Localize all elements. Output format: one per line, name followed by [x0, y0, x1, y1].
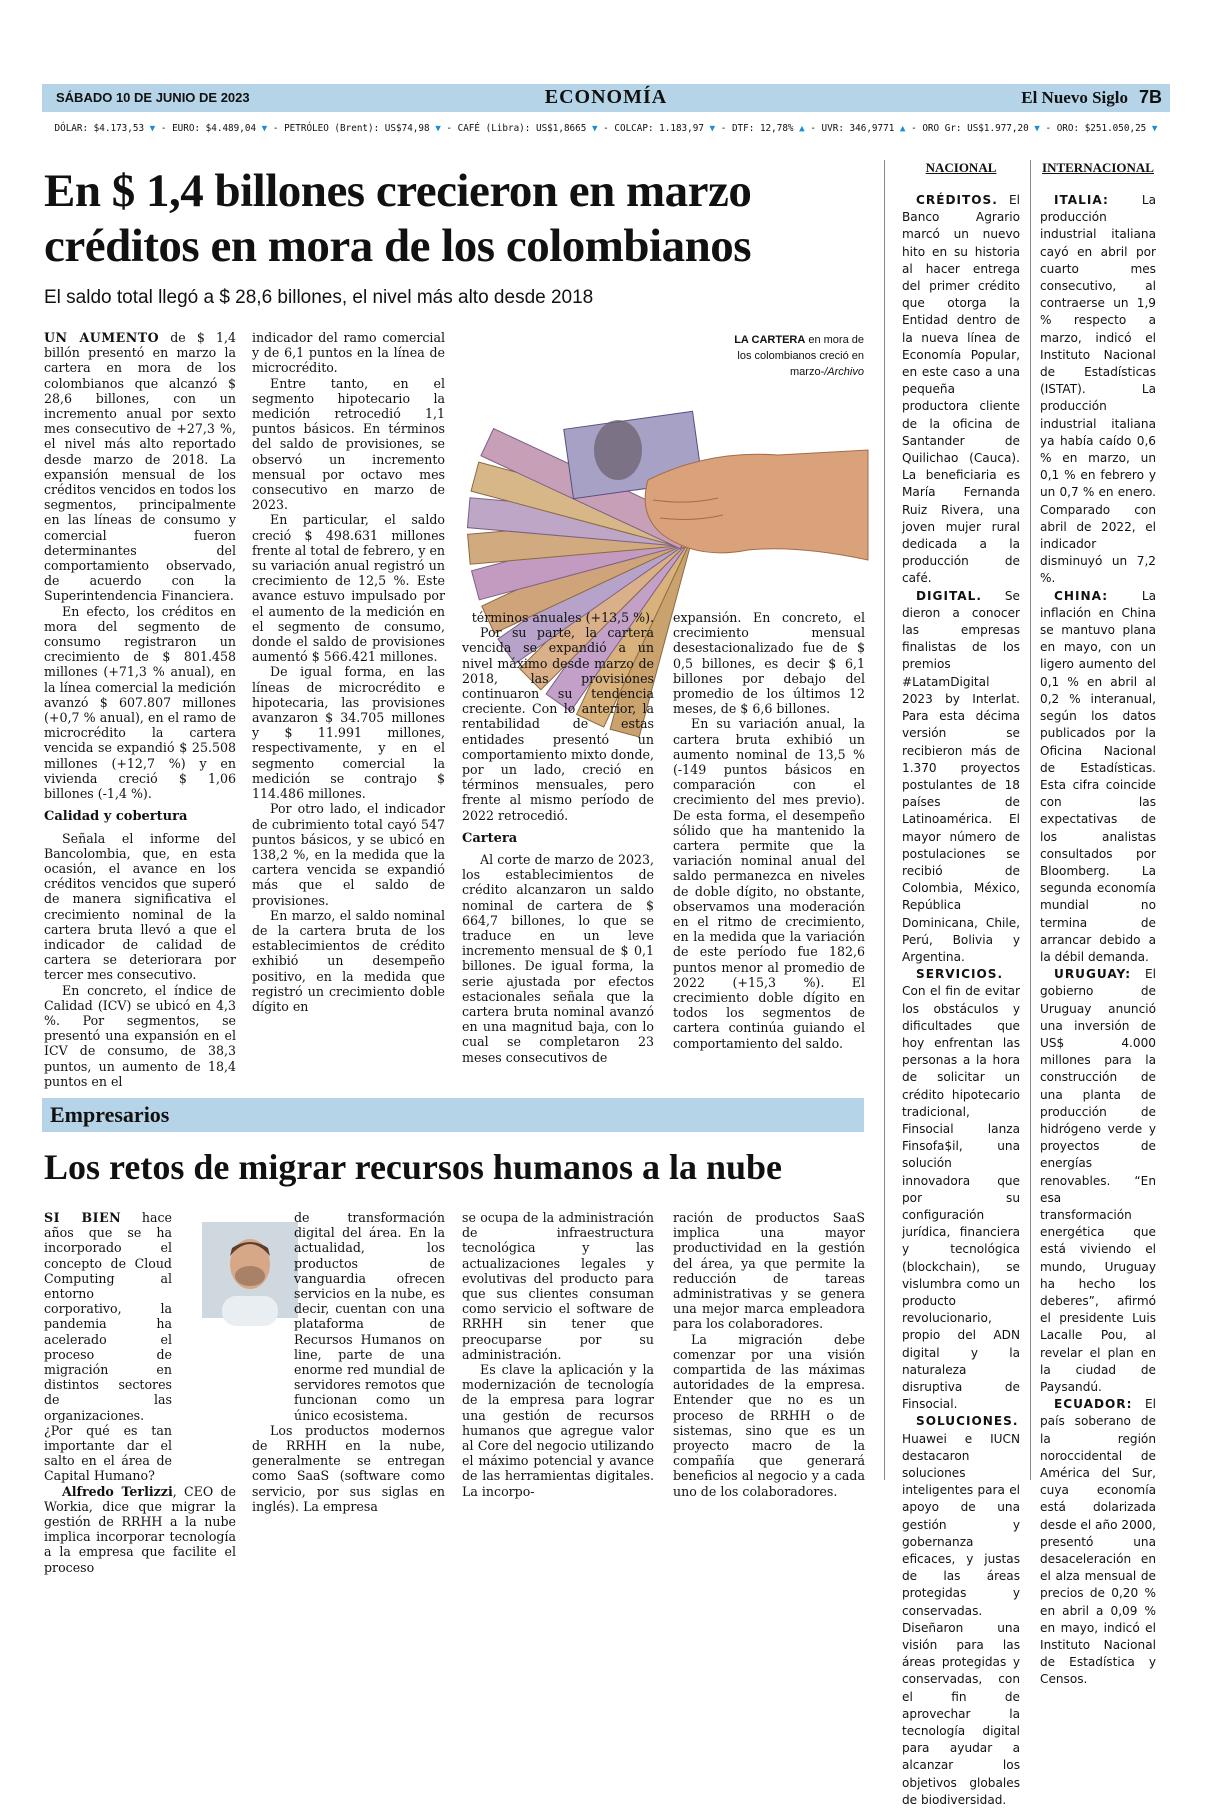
- arrow-up-icon: ▲: [799, 123, 805, 134]
- paragraph: Por su parte, la cartera vencida se expandió a un nivel máximo desde marzo de 2018, las provisiones continuaron su tendencia creciente. Con lo anterior, la rentabilidad de estas entidades presentó un comportamiento mixto donde, por un lado, creció en términos mensuales, pero frente al mismo período de 2022 retrocedió.: [462, 625, 654, 823]
- paragraph: de transformación digital del área. En la actualidad, los productos de vanguardia ofrecen servicios en la nube, es decir, cuentan con una plataforma de Recursos Humanos on line, parte de una enorme red mundial de servidores remotos que funcionan como un único ecosistema.: [294, 1210, 445, 1423]
- page-number: 7B: [1138, 87, 1162, 107]
- article-headline: En $ 1,4 billones crecieron en marzo créditos en mora de los colombianos: [44, 165, 752, 272]
- arrow-down-icon: ▼: [1034, 123, 1040, 134]
- arrow-down-icon: ▼: [709, 123, 716, 134]
- column-divider: [1030, 160, 1031, 1480]
- ticker-item: UVR: 346,9771 ▲ -: [821, 123, 923, 134]
- article-column-1: SI BIEN hace años que se ha incorporado el concepto de Cloud Computing al entorno corporativo, la pandemia ha acelerado el proceso de migración en distintos sectores de las organizaciones. ¿Por qué es tan importante dar el salto en el área de Capital Humano? Alfredo Terlizzi, CEO de Workia, dice que migrar la gestión de RRHH a la nube implica incorporar tecnología a la empresa que facilite el proceso: [44, 1210, 236, 1575]
- article-column-4: [673, 1210, 865, 1499]
- paragraph: De igual forma, en las líneas de microcrédito e hipotecaria, las provisiones avanzaron $ 34.705 millones y $ 11.991 millones, respectivamente, y en el segmento comercial la medición se contrajo $ 114.486 millones.: [252, 664, 445, 802]
- article-column-3: [462, 610, 654, 1065]
- ticker-item: COLCAP: 1.183,97 ▼ -: [614, 123, 732, 134]
- lead-in: SI BIEN: [44, 1210, 122, 1225]
- photo-caption: LA CARTERA en mora de los colombianos creció en marzo-/Archivo: [734, 334, 864, 378]
- paragraph: Al corte de marzo de 2023, los establecimientos de crédito alcanzaron un saldo nominal de cartera de $ 664,7 billones, lo que se traduce en un leve incremento mensual de $ 0,1 billones. De igual forma, la serie ajustada por efectos estacionales señala que la cartera bruta nominal avanzó en una magnitud baja, con lo cual se completaron 23 meses consecutivos de: [462, 852, 654, 1065]
- newspaper-logo: El Nuevo Siglo: [1021, 88, 1128, 107]
- paragraph: Por otro lado, el indicador de cubrimiento total cayó 547 puntos básicos, y se ubicó en 138,2 %, en la medida que la cartera vencida se expandió más que el saldo de provisiones.: [252, 801, 445, 908]
- paragraph: se ocupa de la administración de infraestructura tecnológica y las actualizaciones legales y evolutivas del producto para que sus clientes consuman como servicio el software de RRHH sin tener que preocuparse por su administración.: [462, 1210, 654, 1362]
- article-subheading: Calidad y cobertura: [44, 809, 188, 825]
- paragraph: expansión. En concreto, el crecimiento mensual desestacionalizado fue de $ 0,5 billones, es decir $ 6,1 billones por debajo del promedio de los últimos 12 meses, de $ 6,6 billones.: [673, 610, 865, 717]
- paragraph: indicador del ramo comercial y de 6,1 puntos en la línea de microcrédito.: [252, 330, 445, 376]
- column-divider: [884, 160, 885, 1480]
- paragraph: En efecto, los créditos en mora del segmento de consumo registraron un crecimiento de $ 801.458 millones (+71,3 % anual), en la línea comercial la medición avanzó $ 607.807 millones (+0,7 % anual), en el ramo de microcrédito la cartera vencida se expandió $ 25.508 millones (+12,7 %) y en vivienda creció $ 1,06 billones (-1,4 %).: [44, 603, 236, 802]
- section-banner: [42, 1098, 864, 1132]
- article-subhead: El saldo total llegó a $ 28,6 billones, el nivel más alto desde 2018: [44, 287, 594, 308]
- arrow-up-icon: ▲: [899, 123, 906, 134]
- paragraph: Entre tanto, en el segmento hipotecario la medición retrocedió 1,1 puntos básicos. En términos del saldo de provisiones, se observó un incremento mensual por octavo mes consecutivo en marzo de 2023.: [252, 375, 445, 513]
- lead-in: UN AUMENTO: [44, 330, 160, 345]
- paragraph: En su variación anual, la cartera bruta exhibió un aumento nominal de 13,5 % (-149 puntos básicos en comparación con el crecimiento del mes previo). De esta forma, el desempeño sólido que ha mantenido la cartera permite que la variación nominal anual del saldo permanezca en niveles de doble dígito, no obstante, observamos una moderación en el ritmo de crecimiento, en la medida que la variación de este período fue 182,6 puntos menor al promedio de 2022 (+15,3 %). El crecimiento doble dígito en todos los segmentos de cartera continúa guiando el comportamiento del saldo.: [673, 716, 865, 1051]
- sidebar-nacional: CRÉDITOS. El Banco Agrario marcó un nuevo hito en su historia al hacer entrega del primer crédito que otorga la Entidad dentro de la nueva línea de Economía Popular, en este caso a una pequeña productora cliente de la oficina de Santander de Quilichao (Cauca). La beneficiaria es María Fernanda Ruiz Rivera, una joven mujer rural dedicada a la producción de café. DIGITAL. Se dieron a conocer las empresas finalistas de los premios #LatamDigital 2023 by Interlat. Para esta décima versión se recibieron más de 1.370 proyectos postulantes de 18 países de Latinoamérica. El mayor número de postulaciones se recibió de Colombia, México, República Dominicana, Chile, Perú, Bolivia y Argentina. SERVICIOS. Con el fin de evitar los obstáculos y dificultades que hoy enfrentan las personas a la hora de solicitar un crédito hipotecario tradicional, Finsocial lanza Finsofa$il, una solución innovadora que por su configuración jurídica, financiera y tecnológica (blockchain), se vislumbra como un producto revolucionario, propio del ADN digital y la naturaleza disruptiva de Finsocial. SOLUCIONES. Huawei e IUCN destacaron soluciones inteligentes para el apoyo de una gestión y gobernanza eficaces, y justas de las áreas protegidas y conservadas. Diseñaron una visión para las áreas protegidas y conservadas, con el fin de aprovechar la tecnología digital para ayudar a alcanzar los objetivos globales de biodiversidad.: [902, 193, 1020, 1807]
- ticker-item: PETRÓLEO (Brent): US$74,98 ▼ -: [284, 123, 458, 134]
- paragraph: Es clave la aplicación y la modernización de tecnología de la empresa para lograr una gestión de recursos humanos que agregue valor al Core del negocio utilizando el máximo potencial y avance de las herramientas digitales. La incorpo-: [462, 1362, 654, 1499]
- sidebar-title-nacional: NACIONAL: [925, 160, 997, 175]
- arrow-down-icon: ▼: [435, 123, 441, 134]
- ticker-item: ORO: $251.050,25 ▼: [1056, 123, 1158, 134]
- ticker-item: DTF: 12,78% ▲ -: [731, 123, 822, 134]
- article-column-1: UN AUMENTO de $ 1,4 billón presentó en marzo la cartera en mora de los colombianos que alcanzó $ 28,6 billones, con un incremento anual por sexto mes consecutivo de +27,3 %, el nivel más alto reportado desde marzo de 2018. La expansión mensual de los créditos vencidos en todos los segmentos, principalmente en las líneas de consumo y comercial fueron determinantes del comportamiento observado, de acuerdo con la Superintendencia Financiera. En efecto, los créditos en mora del segmento de consumo registraron un crecimiento de $ 801.458 millones (+71,3 % anual), en la línea comercial la medición avanzó $ 607.807 millones (+0,7 % anual), en el ramo de microcrédito la cartera vencida se expandió $ 25.508 millones (+12,7 %) y en vivienda creció $ 1,06 billones (-1,4 %). Calidad y cobertura Señala el informe del Bancolombia, que, en esta ocasión, el avance en los créditos vencidos que superó de manera significativa el crecimiento nominal de la cartera bruta llevó a que el indicador de calidad de cartera se deteriorara por tercer mes consecutivo. En concreto, el índice de Calidad (ICV) se ubicó en 4,3 %. Por segmentos, se presentó una expansión en el ICV de consumo, de 38,3 puntos, un aumento de 18,4 puntos en el: [44, 330, 236, 1089]
- issue-date: SÁBADO 10 DE JUNIO DE 2023: [56, 90, 250, 105]
- ticker-item: EURO: $4.489,04 ▼ -: [172, 123, 285, 134]
- article-subheading: Cartera: [462, 830, 518, 846]
- page-header: [42, 84, 1170, 112]
- article-column-4: [673, 610, 865, 1051]
- article-column-3: [462, 1210, 654, 1499]
- person-name: Alfredo Terlizzi: [62, 1483, 173, 1499]
- article-column-2: [252, 1210, 445, 1514]
- arrow-down-icon: ▼: [261, 123, 268, 134]
- section-title: ECONOMÍA: [544, 86, 668, 108]
- paragraph: ración de productos SaaS implica una mayor productividad en la gestión del área, ya que permite la reducción de tareas administrativas y se genera una mejor marca empleadora para los colaboradores.: [673, 1210, 865, 1332]
- paragraph: En marzo, el saldo nominal de la cartera bruta de los establecimientos de crédito exhibió un desempeño positivo, en la medida que registró un crecimiento doble dígito en: [252, 907, 445, 1014]
- market-ticker: [42, 123, 1170, 134]
- paragraph: Señala el informe del Bancolombia, que, en esta ocasión, el avance en los créditos vencidos que superó de manera significativa el crecimiento nominal de la cartera bruta llevó a que el indicador de calidad de cartera se deteriorara por tercer mes consecutivo.: [44, 830, 236, 983]
- arrow-down-icon: ▼: [1151, 123, 1158, 134]
- arrow-down-icon: ▼: [591, 123, 598, 134]
- paragraph: En particular, el saldo creció $ 498.631 millones frente al total de febrero, y en su variación anual registró un crecimiento de 12,5 %. Este avance estuvo impulsado por el aumento de la medición en el segmento de consumo, donde el saldo de provisiones aumentó $ 566.421 millones.: [252, 512, 446, 665]
- sidebar-title-internacional: INTERNACIONAL: [1042, 160, 1154, 175]
- paragraph: términos anuales (+13,5 %).: [471, 610, 654, 625]
- paragraph: Los productos modernos de RRHH en la nube, generalmente se entregan como SaaS (software como servicio, por sus siglas en inglés). La empresa: [252, 1422, 445, 1514]
- article-headline: Los retos de migrar recursos humanos a la nube: [44, 1147, 783, 1187]
- ticker-item: ORO Gr: US$1.977,20 ▼ -: [922, 123, 1057, 134]
- sidebar-internacional: ITALIA: La producción industrial italiana cayó en abril por cuarto mes consecutivo, al contraerse un 1,9 % respecto a marzo, indicó el Instituto Nacional de Estadísticas (ISTAT). La producción industrial italiana ya había caído 0,6 % en marzo, un 0,1 % en febrero y un 0,7 % en enero. Comparado con abril de 2022, el indicador disminuyó un 7,2 %. CHINA: La inflación en China se mantuvo plana en mayo, con un ligero aumento del 0,1 % en abril al 0,2 % interanual, según los datos publicados por la Oficina Nacional de Estadísticas. Esta cifra coincide con las expectativas de los analistas consultados por Bloomberg. La segunda economía mundial no termina de arrancar debido a la débil demanda. URUGUAY: El gobierno de Uruguay anunció una inversión de US$ 4.000 millones para la construcción de una planta de producción de hidrógeno verde y proyectos de energías renovables. “En esa transformación energética que está viviendo el mundo, Uruguay ha hecho los deberes”, afirmó el presidente Luis Lacalle Pou, al revelar el plan en la ciudad de Paysandú. ECUADOR: El país soberano de la región noroccidental de América del Sur, cuya economía está dolarizada desde el año 2000, presentó una desaceleración en el alza mensual de precios de 0,20 % en abril a 0,09 % en mayo, indicó el Instituto Nacional de Estadística y Censos.: [1040, 193, 1156, 1687]
- paragraph: La migración debe comenzar por una visión compartida de las máximas autoridades de la empresa. Entender que no es un proceso de RRHH o de sistemas, sino que es un proyecto macro de la compañía que generará beneficios al negocio y a cada uno de los colaboradores.: [673, 1331, 865, 1499]
- ticker-item: CAFÉ (Libra): US$1,8665 ▼ -: [457, 123, 615, 134]
- arrow-down-icon: ▼: [149, 123, 156, 134]
- ticker-item: DÓLAR: $4.173,53 ▼ -: [54, 123, 173, 134]
- paragraph: En concreto, el índice de Calidad (ICV) se ubicó en 4,3 %. Por segmentos, se presentó una expansión en el ICV de consumo, de 38,3 puntos, un aumento de 18,4 puntos en el: [44, 982, 236, 1089]
- article-column-2: [252, 330, 445, 1014]
- section-label: Empresarios: [50, 1102, 170, 1127]
